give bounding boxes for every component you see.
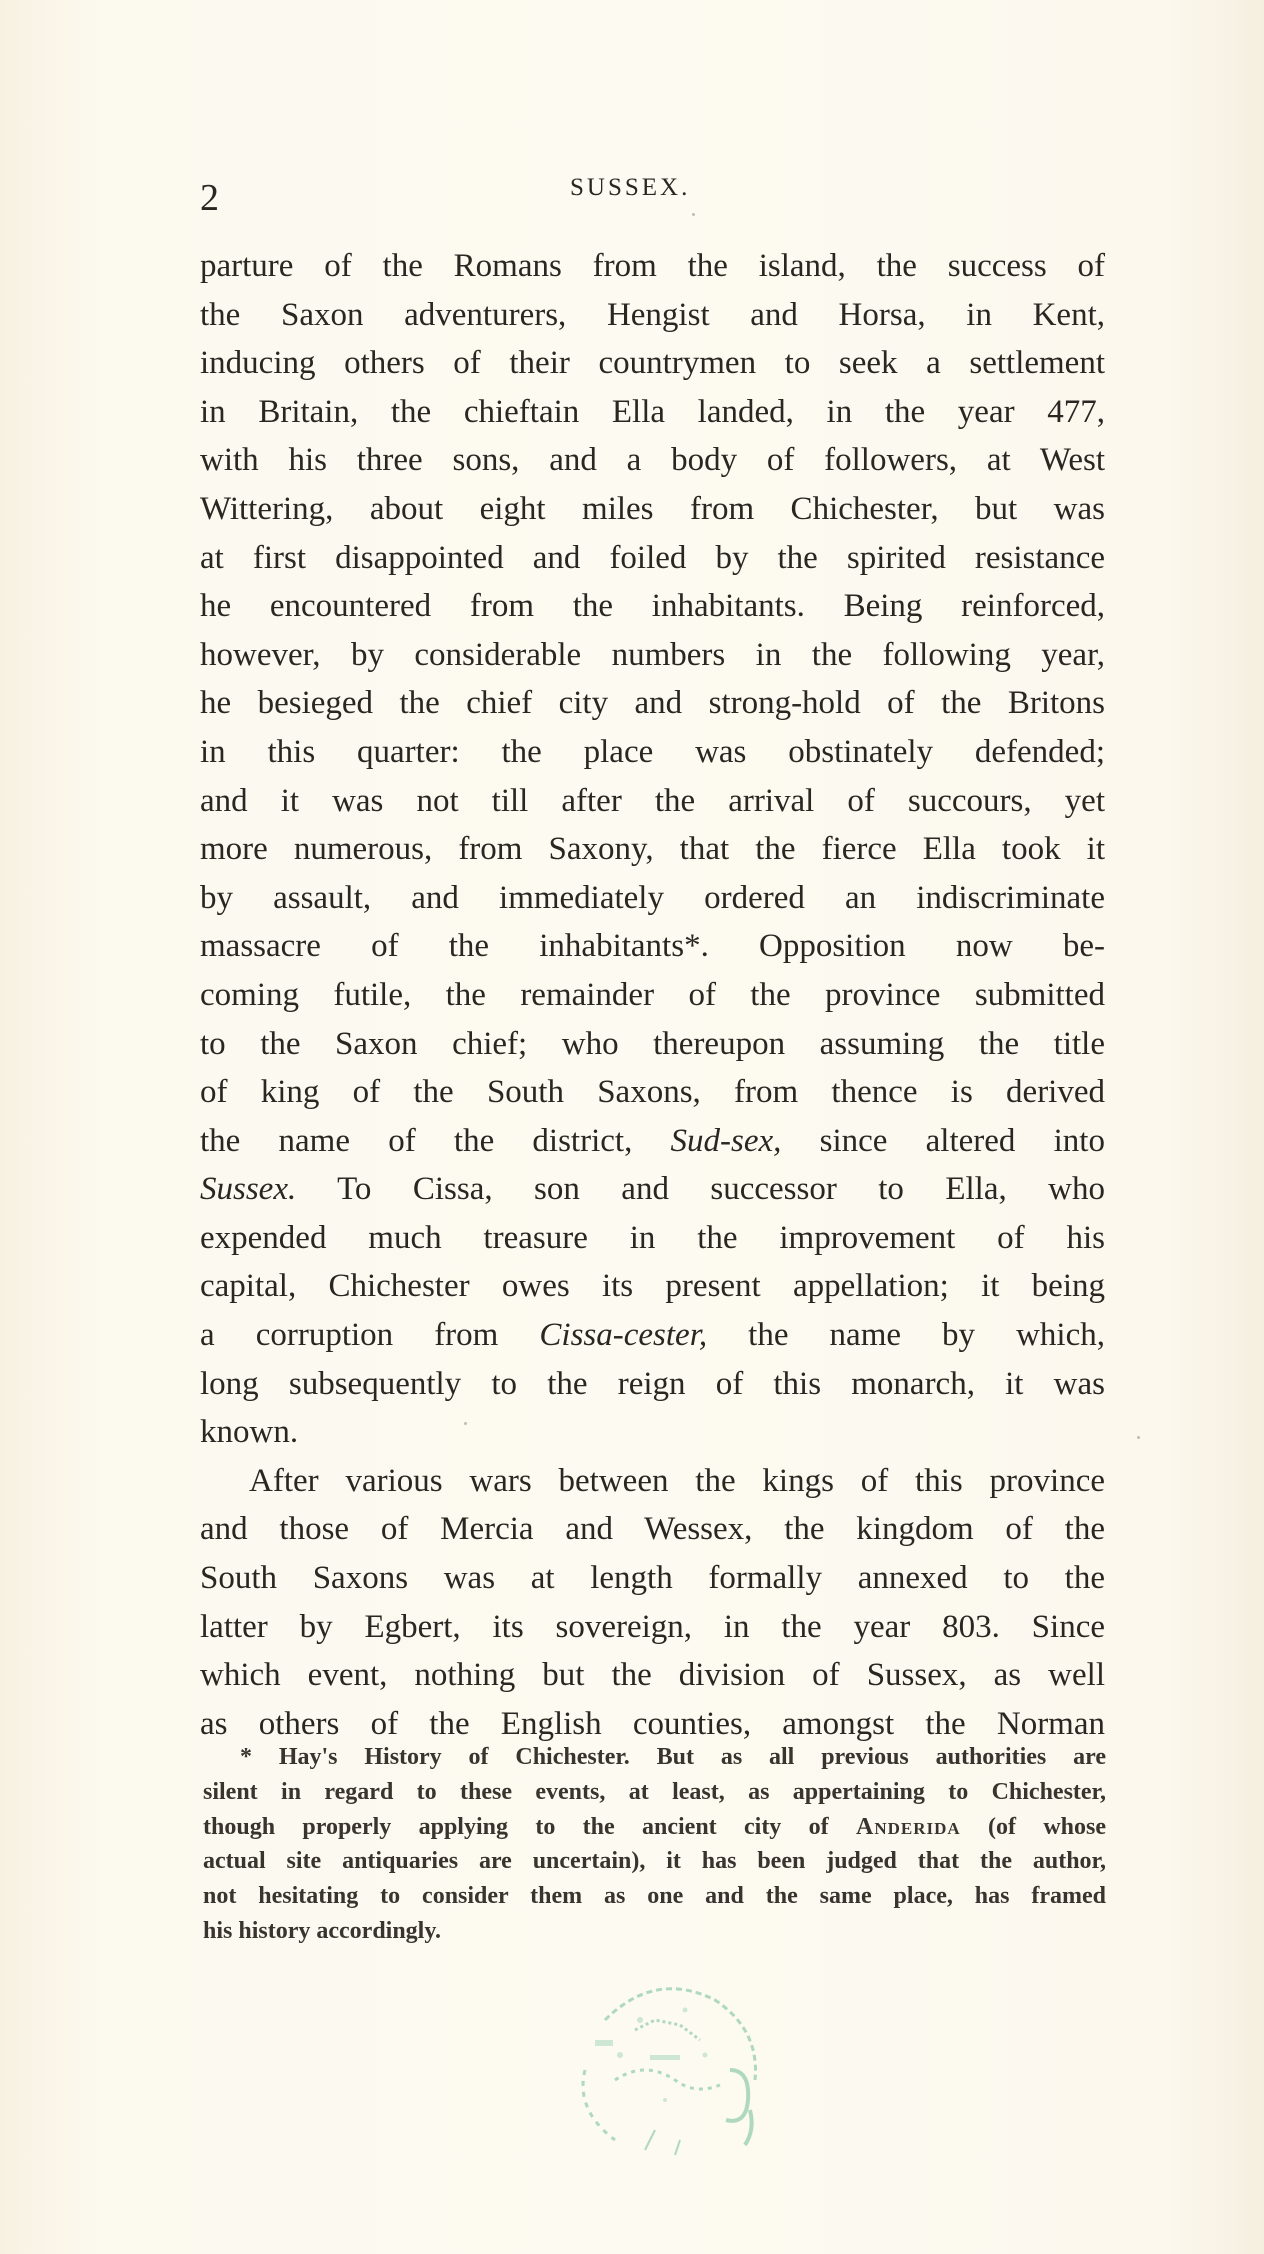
footnote-line: * Hay's History of Chichester. But as all previous authorities are xyxy=(240,1744,1106,1770)
paragraph-line: and those of Mercia and Wessex, the kingdom of the xyxy=(200,1511,1105,1548)
paragraph-line: South Saxons was at length formally annexed to the xyxy=(200,1560,1105,1597)
text-line: the Saxon adventurers, Hengist and Horsa, in Kent, xyxy=(200,296,1105,333)
text-line: expended much treasure in the improvement of his xyxy=(200,1219,1105,1256)
footnote-line: his history accordingly. xyxy=(203,1917,442,1944)
text-fragment: since altered into xyxy=(781,1122,1105,1159)
text-line: in this quarter: the place was obstinately defended; xyxy=(200,733,1105,770)
text-fragment: the name by which, xyxy=(707,1317,1105,1354)
page-number: 2 xyxy=(200,177,220,219)
text-line: known. xyxy=(200,1414,299,1451)
text-line: to the Saxon chief; who thereupon assuming the title xyxy=(200,1025,1105,1062)
text-line: of king of the South Saxons, from thence is derived xyxy=(200,1074,1105,1111)
italic-term: Cissa-cester, xyxy=(539,1317,708,1354)
small-caps-term: Anderida xyxy=(856,1813,961,1840)
paper-speck xyxy=(692,213,695,216)
text-line xyxy=(200,1311,1105,1360)
text-line: with his three sons, and a body of followers, at West xyxy=(200,442,1105,479)
text-line: capital, Chichester owes its present appellation; it being xyxy=(200,1268,1105,1305)
text-line: long subsequently to the reign of this monarch, it was xyxy=(200,1365,1105,1402)
italic-term: Sud-sex, xyxy=(670,1122,782,1159)
text-line: massacre of the inhabitants*. Opposition now be- xyxy=(200,928,1105,965)
paper-speck xyxy=(1137,1436,1140,1439)
text-line: parture of the Romans from the island, the success of xyxy=(200,248,1105,284)
text-fragment: the name of the district, xyxy=(200,1122,671,1159)
paragraph-line: which event, nothing but the division of Sussex, as well xyxy=(200,1657,1105,1694)
text-line xyxy=(200,1165,1105,1214)
paper-speck xyxy=(464,1422,467,1425)
text-line: more numerous, from Saxony, that the fierce Ella took it xyxy=(200,831,1105,868)
text-line: he encountered from the inhabitants. Being reinforced, xyxy=(200,588,1105,625)
footnote xyxy=(203,1740,1106,1949)
footnote-line: not hesitating to consider them as one and the same place, has framed xyxy=(203,1883,1106,1910)
footnote-line: actual site antiquaries are uncertain), it has been judged that the author, xyxy=(203,1848,1106,1875)
text-line: at first disappointed and foiled by the spirited resistance xyxy=(200,539,1105,576)
text-fragment: (of whose xyxy=(960,1813,1107,1840)
text-fragment: To Cissa, son and successor to Ella, who xyxy=(296,1171,1105,1208)
text-line: in Britain, the chieftain Ella landed, in the year 477, xyxy=(200,393,1105,430)
italic-term: Sussex. xyxy=(200,1171,297,1208)
running-title: SUSSEX. xyxy=(570,174,691,201)
text-line: he besieged the chief city and strong-hold of the Britons xyxy=(200,685,1105,722)
text-line xyxy=(200,1117,1105,1166)
text-line: inducing others of their countrymen to seek a settlement xyxy=(200,345,1105,382)
text-line: coming futile, the remainder of the province submitted xyxy=(200,976,1105,1013)
footnote-line: silent in regard to these events, at least, as appertaining to Chichester, xyxy=(203,1778,1106,1805)
text-fragment: a corruption from xyxy=(200,1317,540,1354)
paragraph-line: After various wars between the kings of this province xyxy=(249,1462,1105,1499)
body-text xyxy=(200,242,1105,1748)
library-stamp-icon xyxy=(545,1960,795,2170)
paragraph-line: latter by Egbert, its sovereign, in the year 803. Since xyxy=(200,1608,1105,1645)
text-fragment: though properly applying to the ancient city of xyxy=(203,1813,856,1840)
paragraph-line: as others of the English counties, amongst the Norman xyxy=(200,1705,1105,1742)
text-line: however, by considerable numbers in the following year, xyxy=(200,636,1105,673)
text-line: Wittering, about eight miles from Chichester, but was xyxy=(200,490,1105,527)
footnote-line xyxy=(203,1810,1106,1845)
text-line: by assault, and immediately ordered an indiscriminate xyxy=(200,879,1105,916)
text-line: and it was not till after the arrival of succours, yet xyxy=(200,782,1105,819)
